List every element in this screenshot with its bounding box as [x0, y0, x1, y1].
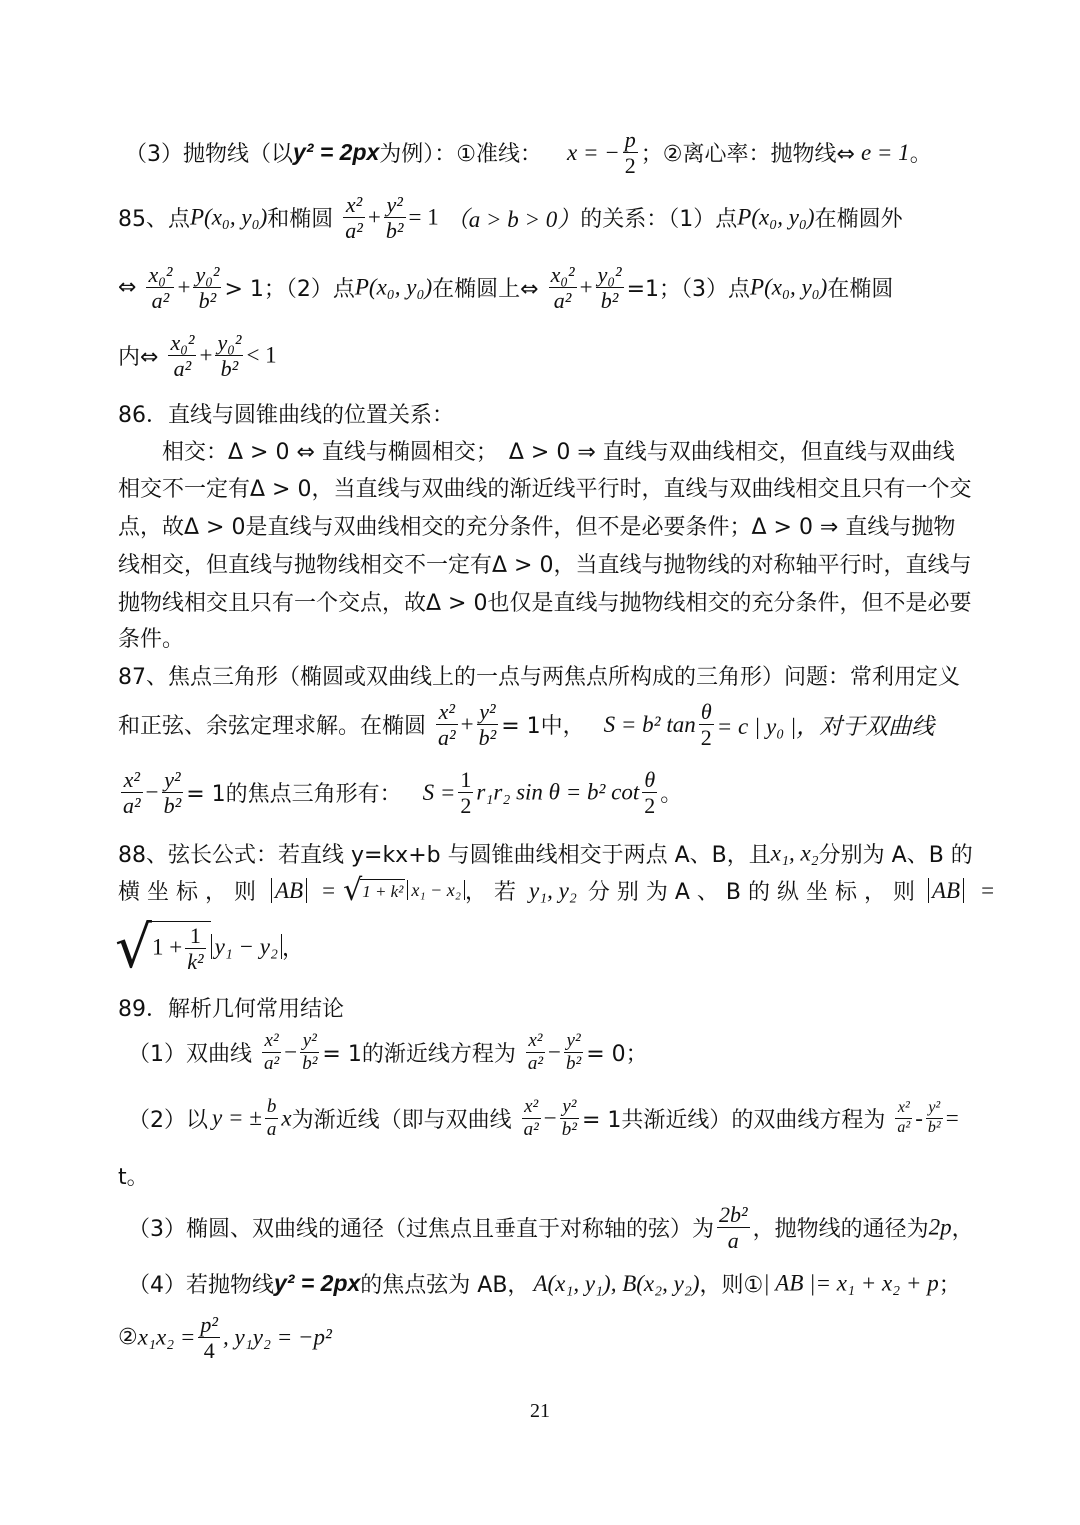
item85-line3 [0, 331, 1080, 380]
ab-abs: AB [928, 878, 964, 903]
x-diff-abs: x₁ − x₂ [407, 880, 465, 900]
frac-num: y² [300, 1031, 319, 1053]
item89-text: （2）以 [128, 1107, 208, 1133]
frac-x2-a2 [121, 768, 143, 817]
item86-line3 [0, 510, 1080, 541]
item89-s2 [0, 1097, 1080, 1140]
minus-sign: − [548, 1039, 562, 1065]
frac-y2-b2 [384, 193, 406, 242]
frac-y02-b2 [193, 263, 221, 312]
sqrt-symbol: √ [343, 873, 363, 908]
item85-outside: 在椭圆外 [814, 207, 903, 233]
frac-num: y² [926, 1100, 943, 1119]
frac-1-2 [458, 768, 473, 817]
frac-y2-b2 [477, 700, 499, 749]
item89-text: ，则① [699, 1273, 764, 1298]
frac-den: b² [561, 1118, 577, 1140]
frac-den: k² [187, 949, 204, 974]
item87-text: = 1的焦点三角形有： [186, 782, 402, 808]
frac-den: b² [163, 793, 182, 819]
plus-sign: + [177, 274, 191, 300]
frac-num: y² [560, 1097, 579, 1119]
frac-num: p² [200, 1312, 219, 1337]
frac-num: y² [162, 768, 184, 793]
minus-sign: − [543, 1105, 557, 1131]
point-p: P(x₀, y₀) [750, 274, 828, 300]
item89-s5 [0, 1313, 1080, 1362]
frac-den: 2 [700, 725, 712, 751]
frac-num: x₀² [148, 262, 173, 287]
frac-2b2-a [717, 1203, 750, 1252]
y-diff-abs: y₁ − y₂ [211, 934, 282, 959]
frac-den: b² [927, 1118, 941, 1136]
directrix-fraction [623, 128, 638, 177]
minus-sign: − [145, 779, 159, 805]
frac-den: a [266, 1118, 277, 1140]
item89-text: 为渐近线（即与双曲线 [291, 1107, 512, 1133]
item86-line4 [0, 548, 1080, 579]
parabola-text-c: ；②离心率：抛物线⇔ [640, 142, 855, 168]
frac-y2-b2 [162, 768, 184, 817]
item87-text: = 1中， [501, 714, 585, 740]
item88-line2 [0, 873, 1080, 908]
asymptote-x: x [281, 1105, 292, 1131]
item88-line1 [0, 838, 1080, 869]
frac-num: 1 [460, 767, 472, 792]
item87-text: 。 [660, 782, 683, 808]
frac-num: x² [522, 1097, 541, 1119]
frac-x2-a2 [436, 700, 458, 749]
parabola-equation: y² = 2px [293, 139, 380, 166]
frac-num: y₀² [597, 262, 622, 287]
frac-den: a² [527, 1052, 544, 1074]
plus-sign: + [460, 711, 474, 737]
parabola-line [0, 128, 1080, 177]
frac-num: x² [526, 1031, 545, 1053]
frac-num: x₀² [550, 262, 575, 287]
frac-num: b [266, 1096, 277, 1117]
frac-p2-4 [198, 1313, 220, 1362]
item86-text: 相交不一定有Δ > 0，当直线与双曲线的渐近线平行时，直线与双曲线相交且只有一个交 [118, 477, 972, 502]
frac-den: 2 [624, 153, 636, 179]
item89-title-line [0, 992, 1080, 1023]
ab-abs: AB [271, 878, 307, 903]
frac-num: x₀² [170, 330, 195, 355]
frac-den: a² [345, 218, 363, 244]
frac-den: a² [553, 288, 572, 314]
item86-line5 [0, 586, 1080, 617]
frac-den: a² [151, 288, 170, 314]
frac-den: b² [566, 1052, 582, 1074]
item89-text: ，抛物线的通径为 [752, 1217, 929, 1243]
point-p: P(x₀, y₀) [354, 274, 433, 300]
frac-den: b² [302, 1052, 318, 1074]
item88-text: 分别为 A、B 的 [818, 843, 973, 868]
frac-y2-b2 [564, 1031, 583, 1074]
frac-den: b² [220, 356, 239, 382]
frac-y2-b2 [300, 1031, 319, 1074]
frac-num: 1 [185, 924, 205, 949]
frac-den: a² [438, 725, 456, 751]
item89-text: ② [118, 1325, 138, 1351]
item85-relation: 的关系：（1）点 [580, 207, 738, 233]
frac-den: 2 [460, 793, 472, 819]
frac-num: θ [642, 768, 657, 793]
latus-rectum-parabola: 2p [928, 1214, 952, 1240]
frac-x02-a2 [549, 263, 577, 312]
product-x: x₁x₂ = [137, 1324, 196, 1350]
frac-x02-a2 [146, 263, 174, 312]
item88-text: 横 坐 标 ， 则 [118, 880, 256, 905]
item87-line3 [0, 768, 1080, 817]
frac-y02-b2 [596, 263, 624, 312]
item86-title-line [0, 398, 1080, 429]
in-ellipse-text: 在椭圆 [827, 277, 894, 303]
parabola-text-b: 为例）：①准线： [379, 142, 543, 168]
y1-y2: y₁, y₂ [528, 877, 577, 903]
sqrt-content [150, 921, 211, 973]
x1-x2: x₁, x₂ [770, 840, 819, 866]
item86-text: 相交：Δ > 0 ⇔ 直线与椭圆相交； Δ > 0 ⇒ 直线与双曲线相交，但直线与双曲线 [162, 440, 955, 465]
item85-line2 [0, 263, 1080, 312]
frac-y2-b2 [926, 1100, 943, 1137]
frac-x2-a2 [343, 193, 365, 242]
frac-y2-b2 [560, 1097, 579, 1140]
parabola-text-a: （3）抛物线（以 [125, 142, 293, 168]
item89-text: 的焦点弦为 AB， [360, 1273, 530, 1298]
item87-line2 [0, 700, 1080, 749]
item89-text: （1）双曲线 [128, 1041, 252, 1067]
frac-1-k2 [185, 924, 205, 973]
item88-text: 88、弦长公式：若直线 y=kx+b 与圆锥曲线相交于两点 A、B，且 [118, 843, 771, 868]
minus-sign: − [284, 1039, 298, 1065]
item89-text: ； [938, 1273, 961, 1298]
frac-num: y² [477, 700, 499, 725]
frac-num: y² [384, 193, 406, 218]
plus-sign: + [579, 274, 593, 300]
item85-line1 [0, 193, 1080, 242]
eccentricity: e = 1 [860, 139, 910, 165]
focal-chord-length: | AB |= x₁ + x₂ + p [763, 1270, 939, 1296]
directrix-lhs: x = − [567, 139, 620, 165]
frac-num: x² [436, 700, 458, 725]
frac-x2-a2 [526, 1031, 545, 1074]
frac-num: x² [895, 1100, 912, 1119]
iff-symbol: ⇔ [118, 275, 137, 301]
item87-text: 和正弦、余弦定理求解。在椭圆 [118, 714, 427, 740]
frac-den: a² [123, 793, 141, 819]
gt-one-text: > 1；（2）点 [224, 277, 355, 303]
frac-den: b² [198, 288, 217, 314]
item89-text: = 1共渐近线）的双曲线方程为 [581, 1107, 886, 1133]
item89-s1 [0, 1031, 1080, 1074]
item89-text: t。 [118, 1165, 149, 1190]
item89-text: = 0； [586, 1041, 648, 1067]
item88-text: ， 若 [464, 880, 516, 905]
frac-num: x² [343, 193, 365, 218]
frac-y02-b2 [215, 331, 243, 380]
frac-x02-a2 [168, 331, 196, 380]
point-p: P(x₀, y₀) [737, 204, 815, 230]
item86-line2 [0, 472, 1080, 503]
ellipse-condition: （a > b > 0） [445, 207, 581, 233]
ellipse-area-formula: S = b² tan [603, 711, 696, 737]
item86-text: 点，故Δ > 0是直线与双曲线相交的充分条件，但不是必要条件；Δ > 0 ⇒ 直线与抛物 [118, 515, 956, 540]
equals-sign: = [945, 1105, 959, 1131]
frac-theta-2 [699, 700, 714, 749]
frac-den: a² [523, 1118, 539, 1140]
hyperbola-area-s: S = [422, 779, 456, 805]
item87-text: = c | y₀ |，对于双曲线 [716, 714, 935, 740]
page-number: 21 [530, 1400, 550, 1422]
minus-sign: - [915, 1105, 923, 1131]
frac-den: a² [897, 1118, 911, 1136]
frac-num: y₀² [195, 262, 220, 287]
item89-text: ， [951, 1217, 974, 1243]
item88-text: 分 别 为 A 、 B 的 纵 坐 标 ， 则 [587, 880, 915, 905]
item85-and-ellipse: 和椭圆 [267, 207, 334, 233]
item89-text: （3）椭圆、双曲线的通径（过焦点且垂直于对称轴的弦）为 [128, 1217, 714, 1243]
frac-den: a [727, 1228, 739, 1254]
on-ellipse-text: 在椭圆上⇔ [432, 277, 539, 303]
item86-text: 条件。 [118, 627, 185, 652]
equals-one: = 1 [408, 204, 439, 230]
frac-x2-a2 [262, 1031, 281, 1074]
item89-s3 [0, 1203, 1080, 1252]
frac-num: 2b² [719, 1202, 748, 1227]
product-y: , y₁y₂ = −p² [223, 1324, 332, 1350]
item85-head: 85、点 [118, 207, 190, 233]
item87-line1 [0, 660, 1080, 691]
equals-sign: = [981, 877, 995, 903]
frac-theta-2 [642, 768, 657, 817]
sqrt-symbol: √ [115, 913, 152, 981]
parabola-text-d: 。 [909, 142, 932, 168]
plus-sign: + [199, 342, 213, 368]
frac-den: b² [600, 288, 619, 314]
frac-den: a² [173, 356, 192, 382]
item86-title: 86．直线与圆锥曲线的位置关系： [118, 403, 454, 428]
frac-num: y₀² [217, 330, 242, 355]
frac-num: x² [121, 768, 143, 793]
inside-text: 内⇔ [118, 345, 159, 371]
item87-text: 87、焦点三角形（椭圆或双曲线上的一点与两焦点所构成的三角形）问题：常利用定义 [118, 665, 960, 690]
frac-den: a² [264, 1052, 280, 1074]
item89-text: （4）若抛物线 [128, 1273, 274, 1298]
item86-text: 抛物线相交且只有一个交点，故Δ > 0也仅是直线与抛物线相交的充分条件，但不是必要 [118, 591, 972, 616]
item86-line1 [0, 435, 1080, 466]
item89-title: 89．解析几何常用结论 [118, 997, 344, 1022]
one-plus: 1 + [151, 934, 183, 960]
frac-num: p [624, 127, 636, 152]
lt-one: < 1 [246, 342, 277, 368]
frac-b-a [265, 1097, 279, 1140]
item88-line3 [0, 913, 1080, 981]
item89-text: = 1的渐近线方程为 [322, 1041, 516, 1067]
item89-s2-cont [0, 1160, 1080, 1191]
point-p: P(x₀, y₀) [190, 204, 268, 230]
frac-x2-a2 [895, 1100, 912, 1137]
plus-sign: + [367, 204, 381, 230]
frac-num: θ [699, 700, 714, 725]
item89-s4 [0, 1268, 1080, 1299]
hyperbola-area-formula: r₁r₂ sin θ = b² cot [476, 779, 640, 805]
item88-text: ， [282, 936, 305, 962]
item86-text: 线相交，但直线与抛物线相交不一定有Δ > 0，当直线与抛物线的对称轴平行时，直线与 [118, 553, 972, 578]
equals-sign: = [322, 877, 336, 903]
eq-one-text: =1；（3）点 [626, 277, 751, 303]
sqrt-content: 1 + k² [360, 879, 405, 902]
frac-den: 4 [203, 1338, 215, 1364]
frac-num: x² [262, 1031, 281, 1053]
frac-den: b² [385, 218, 404, 244]
chord-endpoints: A(x₁, y₁), B(x₂, y₂) [533, 1270, 700, 1296]
parabola-equation: y² = 2px [274, 1270, 361, 1296]
asymptote-lhs: y = ± [212, 1105, 262, 1131]
frac-x2-a2 [522, 1097, 541, 1140]
item86-line6 [0, 622, 1080, 653]
frac-num: y² [564, 1031, 583, 1053]
frac-den: 2 [644, 793, 656, 819]
frac-den: b² [478, 725, 497, 751]
